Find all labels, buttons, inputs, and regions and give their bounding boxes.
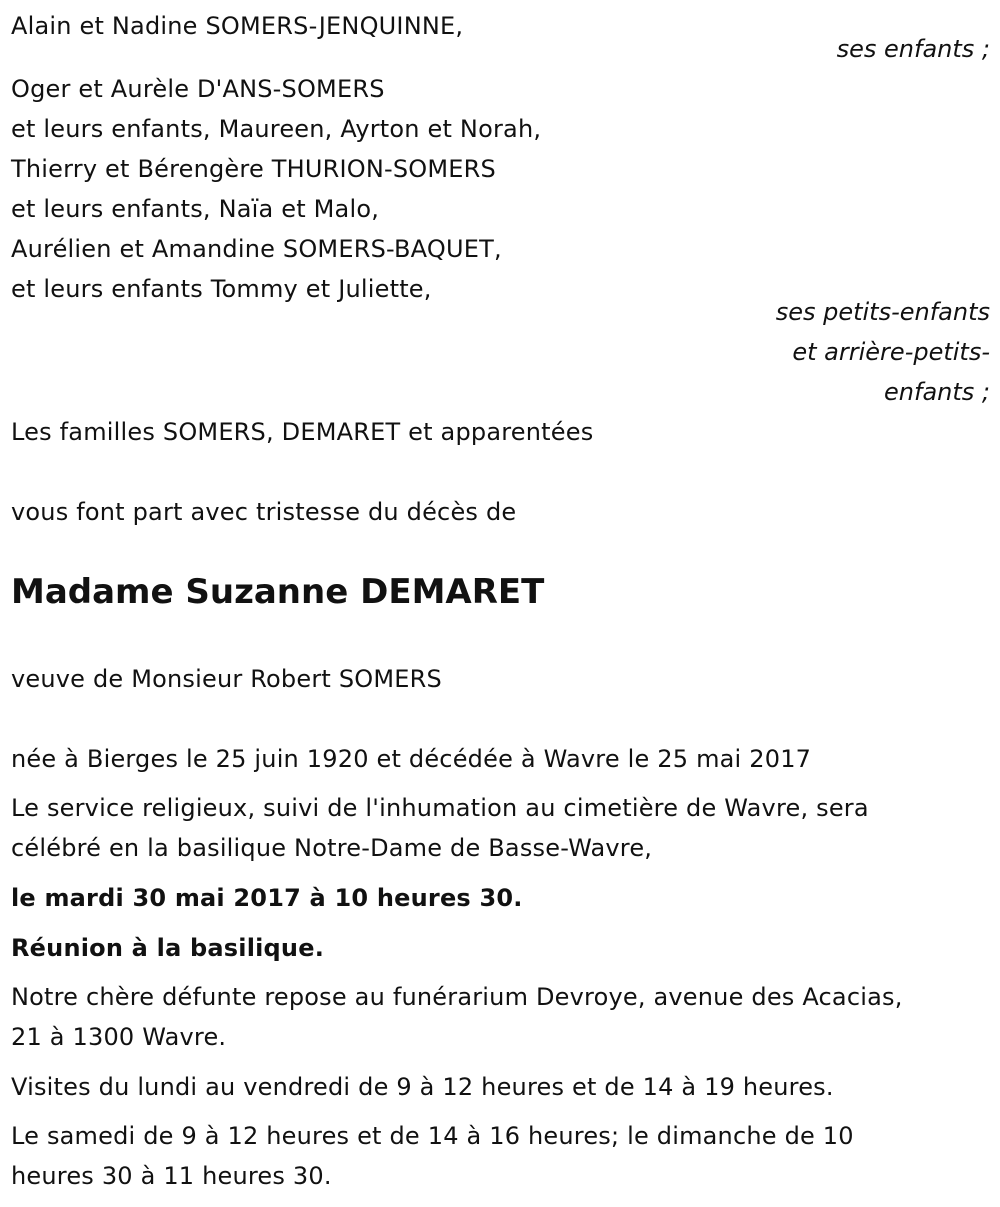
- grandchildren-line-4: et leurs enfants, Naïa et Malo,: [11, 195, 380, 223]
- grandchildren-label-3: enfants ;: [884, 378, 990, 406]
- intro-line: vous font part avec tristesse du décès de: [11, 498, 517, 526]
- widow-of-line: veuve de Monsieur Robert SOMERS: [11, 665, 442, 693]
- grandchildren-line-6: et leurs enfants Tommy et Juliette,: [11, 275, 432, 303]
- rest-line-1: Notre chère défunte repose au funérarium Devroye, avenue des Acacias,: [11, 983, 903, 1011]
- children-line-1: Alain et Nadine SOMERS-JENQUINNE,: [11, 12, 464, 40]
- meeting-line: Réunion à la basilique.: [11, 934, 325, 962]
- grandchildren-line-1: Oger et Aurèle D'ANS-SOMERS: [11, 75, 385, 103]
- service-datetime: le mardi 30 mai 2017 à 10 heures 30.: [11, 884, 523, 912]
- service-line-2: célébré en la basilique Notre-Dame de Basse-Wavre,: [11, 834, 653, 862]
- grandchildren-label-2: et arrière-petits-: [792, 338, 990, 366]
- weekday-visits: Visites du lundi au vendredi de 9 à 12 heures et de 14 à 19 heures.: [11, 1073, 834, 1101]
- service-line-1: Le service religieux, suivi de l'inhumation au cimetière de Wavre, sera: [11, 794, 869, 822]
- rest-line-2: 21 à 1300 Wavre.: [11, 1023, 227, 1051]
- deceased-name: Madame Suzanne DEMARET: [11, 572, 545, 612]
- grandchildren-line-2: et leurs enfants, Maureen, Ayrton et Norah,: [11, 115, 542, 143]
- grandchildren-line-5: Aurélien et Amandine SOMERS-BAQUET,: [11, 235, 502, 263]
- families-line: Les familles SOMERS, DEMARET et apparentées: [11, 418, 594, 446]
- weekend-visits-line-2: heures 30 à 11 heures 30.: [11, 1162, 332, 1190]
- grandchildren-line-3: Thierry et Bérengère THURION-SOMERS: [11, 155, 496, 183]
- grandchildren-label-1: ses petits-enfants: [775, 298, 990, 326]
- weekend-visits-line-1: Le samedi de 9 à 12 heures et de 14 à 16 heures; le dimanche de 10: [11, 1122, 854, 1150]
- birth-death-line: née à Bierges le 25 juin 1920 et décédée à Wavre le 25 mai 2017: [11, 745, 812, 773]
- children-label: ses enfants ;: [836, 35, 990, 63]
